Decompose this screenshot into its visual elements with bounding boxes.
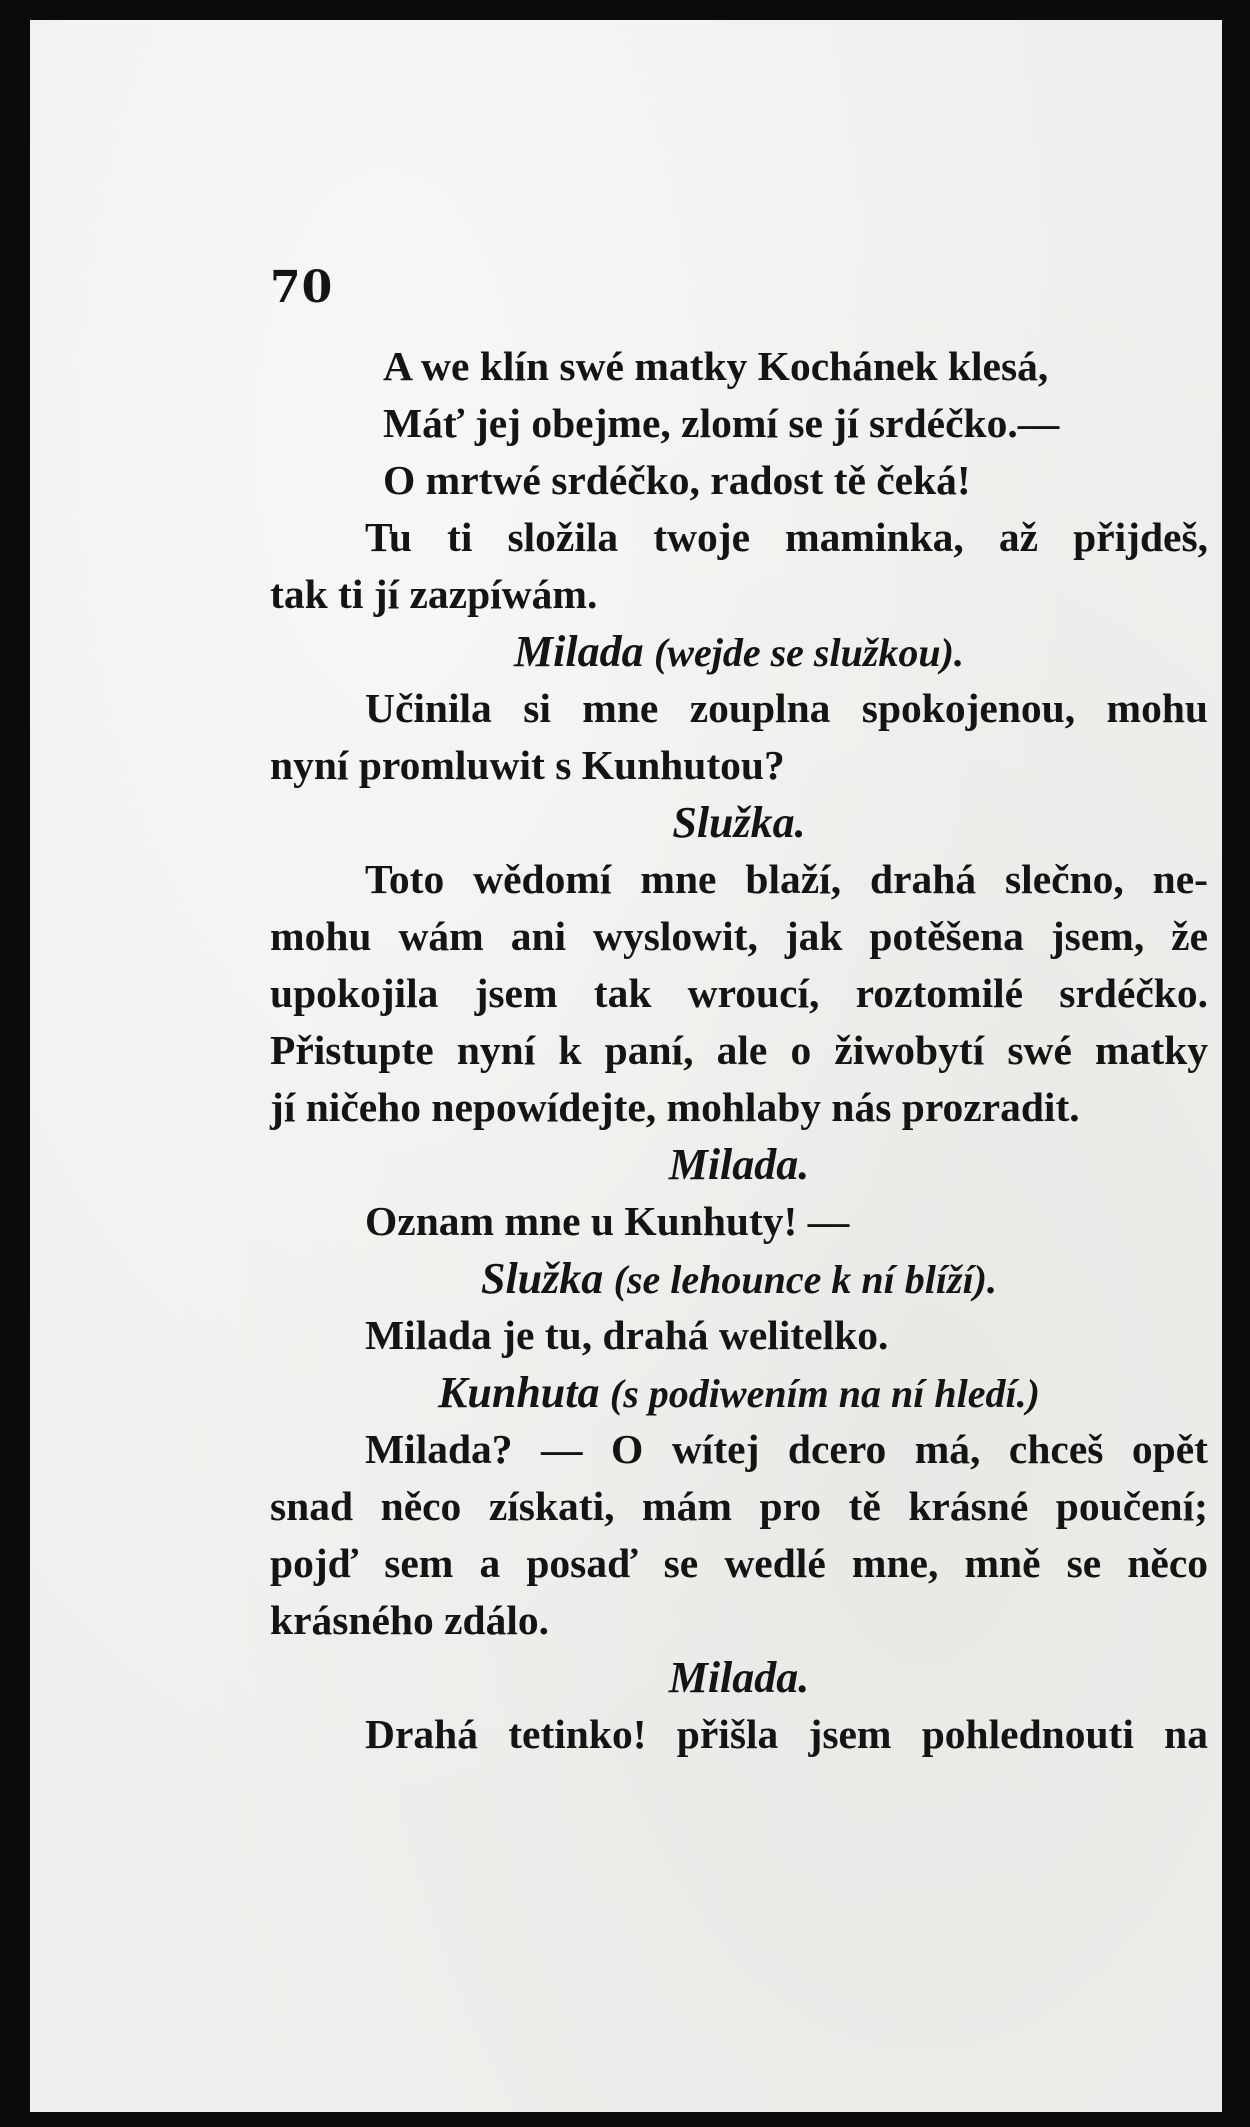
text-line: Milada je tu, drahá welitelko. (365, 1312, 889, 1358)
text-line: Přistupte nyní k paní, ale o žiwobytí swé matky (270, 1027, 1208, 1073)
text-line: Tu ti složila twoje maminka, až přijdeš, (365, 514, 1208, 560)
speaker-heading (270, 1136, 1208, 1193)
text-line: Oznam mne u Kunhuty! — (365, 1198, 850, 1244)
text-line: mohu wám ani wyslowit, jak potěšena jsem, že (270, 913, 1208, 959)
text-line: tak ti jí zazpíwám. (270, 571, 598, 617)
speaker-heading (270, 794, 1208, 851)
stage-direction: (se lehounce k ní blíží). (613, 1257, 997, 1302)
page-text (270, 338, 1208, 1763)
stage-direction: (wejde se služkou). (653, 630, 964, 675)
text-line: A we klín swé matky Kochánek klesá, (383, 343, 1049, 389)
text-line: upokojila jsem tak wroucí, roztomilé srdéčko. (270, 970, 1208, 1016)
page-number: 70 (270, 262, 334, 313)
text-line: krásného zdálo. (270, 1597, 550, 1643)
speaker-name: Milada. (668, 1653, 810, 1702)
text-line: O mrtwé srdéčko, radost tě čeká! (383, 457, 971, 503)
text-line: nyní promluwit s Kunhutou? (270, 742, 785, 788)
book-page (30, 20, 1222, 2112)
stage-direction: (s podiwením na ní hledí.) (609, 1371, 1040, 1416)
text-line: Máť jej obejme, zlomí se jí srdéčko.— (383, 400, 1060, 446)
text-line: Toto wědomí mne blaží, drahá slečno, ne- (365, 856, 1208, 902)
speaker-name: Kunhuta (438, 1368, 600, 1417)
text-line: pojď sem a posaď se wedlé mne, mně se něco (270, 1540, 1208, 1586)
speaker-name: Milada (514, 627, 644, 676)
speaker-heading (270, 1250, 1208, 1307)
speaker-name: Milada. (668, 1140, 810, 1189)
text-line: snad něco získati, mám pro tě krásné poučení; (270, 1483, 1208, 1529)
speaker-heading (270, 1364, 1208, 1421)
text-line: Milada? — O wítej dcero má, chceš opět (365, 1426, 1208, 1472)
text-line: Drahá tetinko! přišla jsem pohlednouti na (365, 1711, 1208, 1757)
speaker-name: Služka (480, 1254, 604, 1303)
speaker-name: Služka. (672, 798, 806, 847)
speaker-heading (270, 623, 1208, 680)
text-line: jí ničeho nepowídejte, mohlaby nás prozradit. (270, 1084, 1080, 1130)
text-line: Učinila si mne zouplna spokojenou, mohu (365, 685, 1208, 731)
speaker-heading (270, 1649, 1208, 1706)
